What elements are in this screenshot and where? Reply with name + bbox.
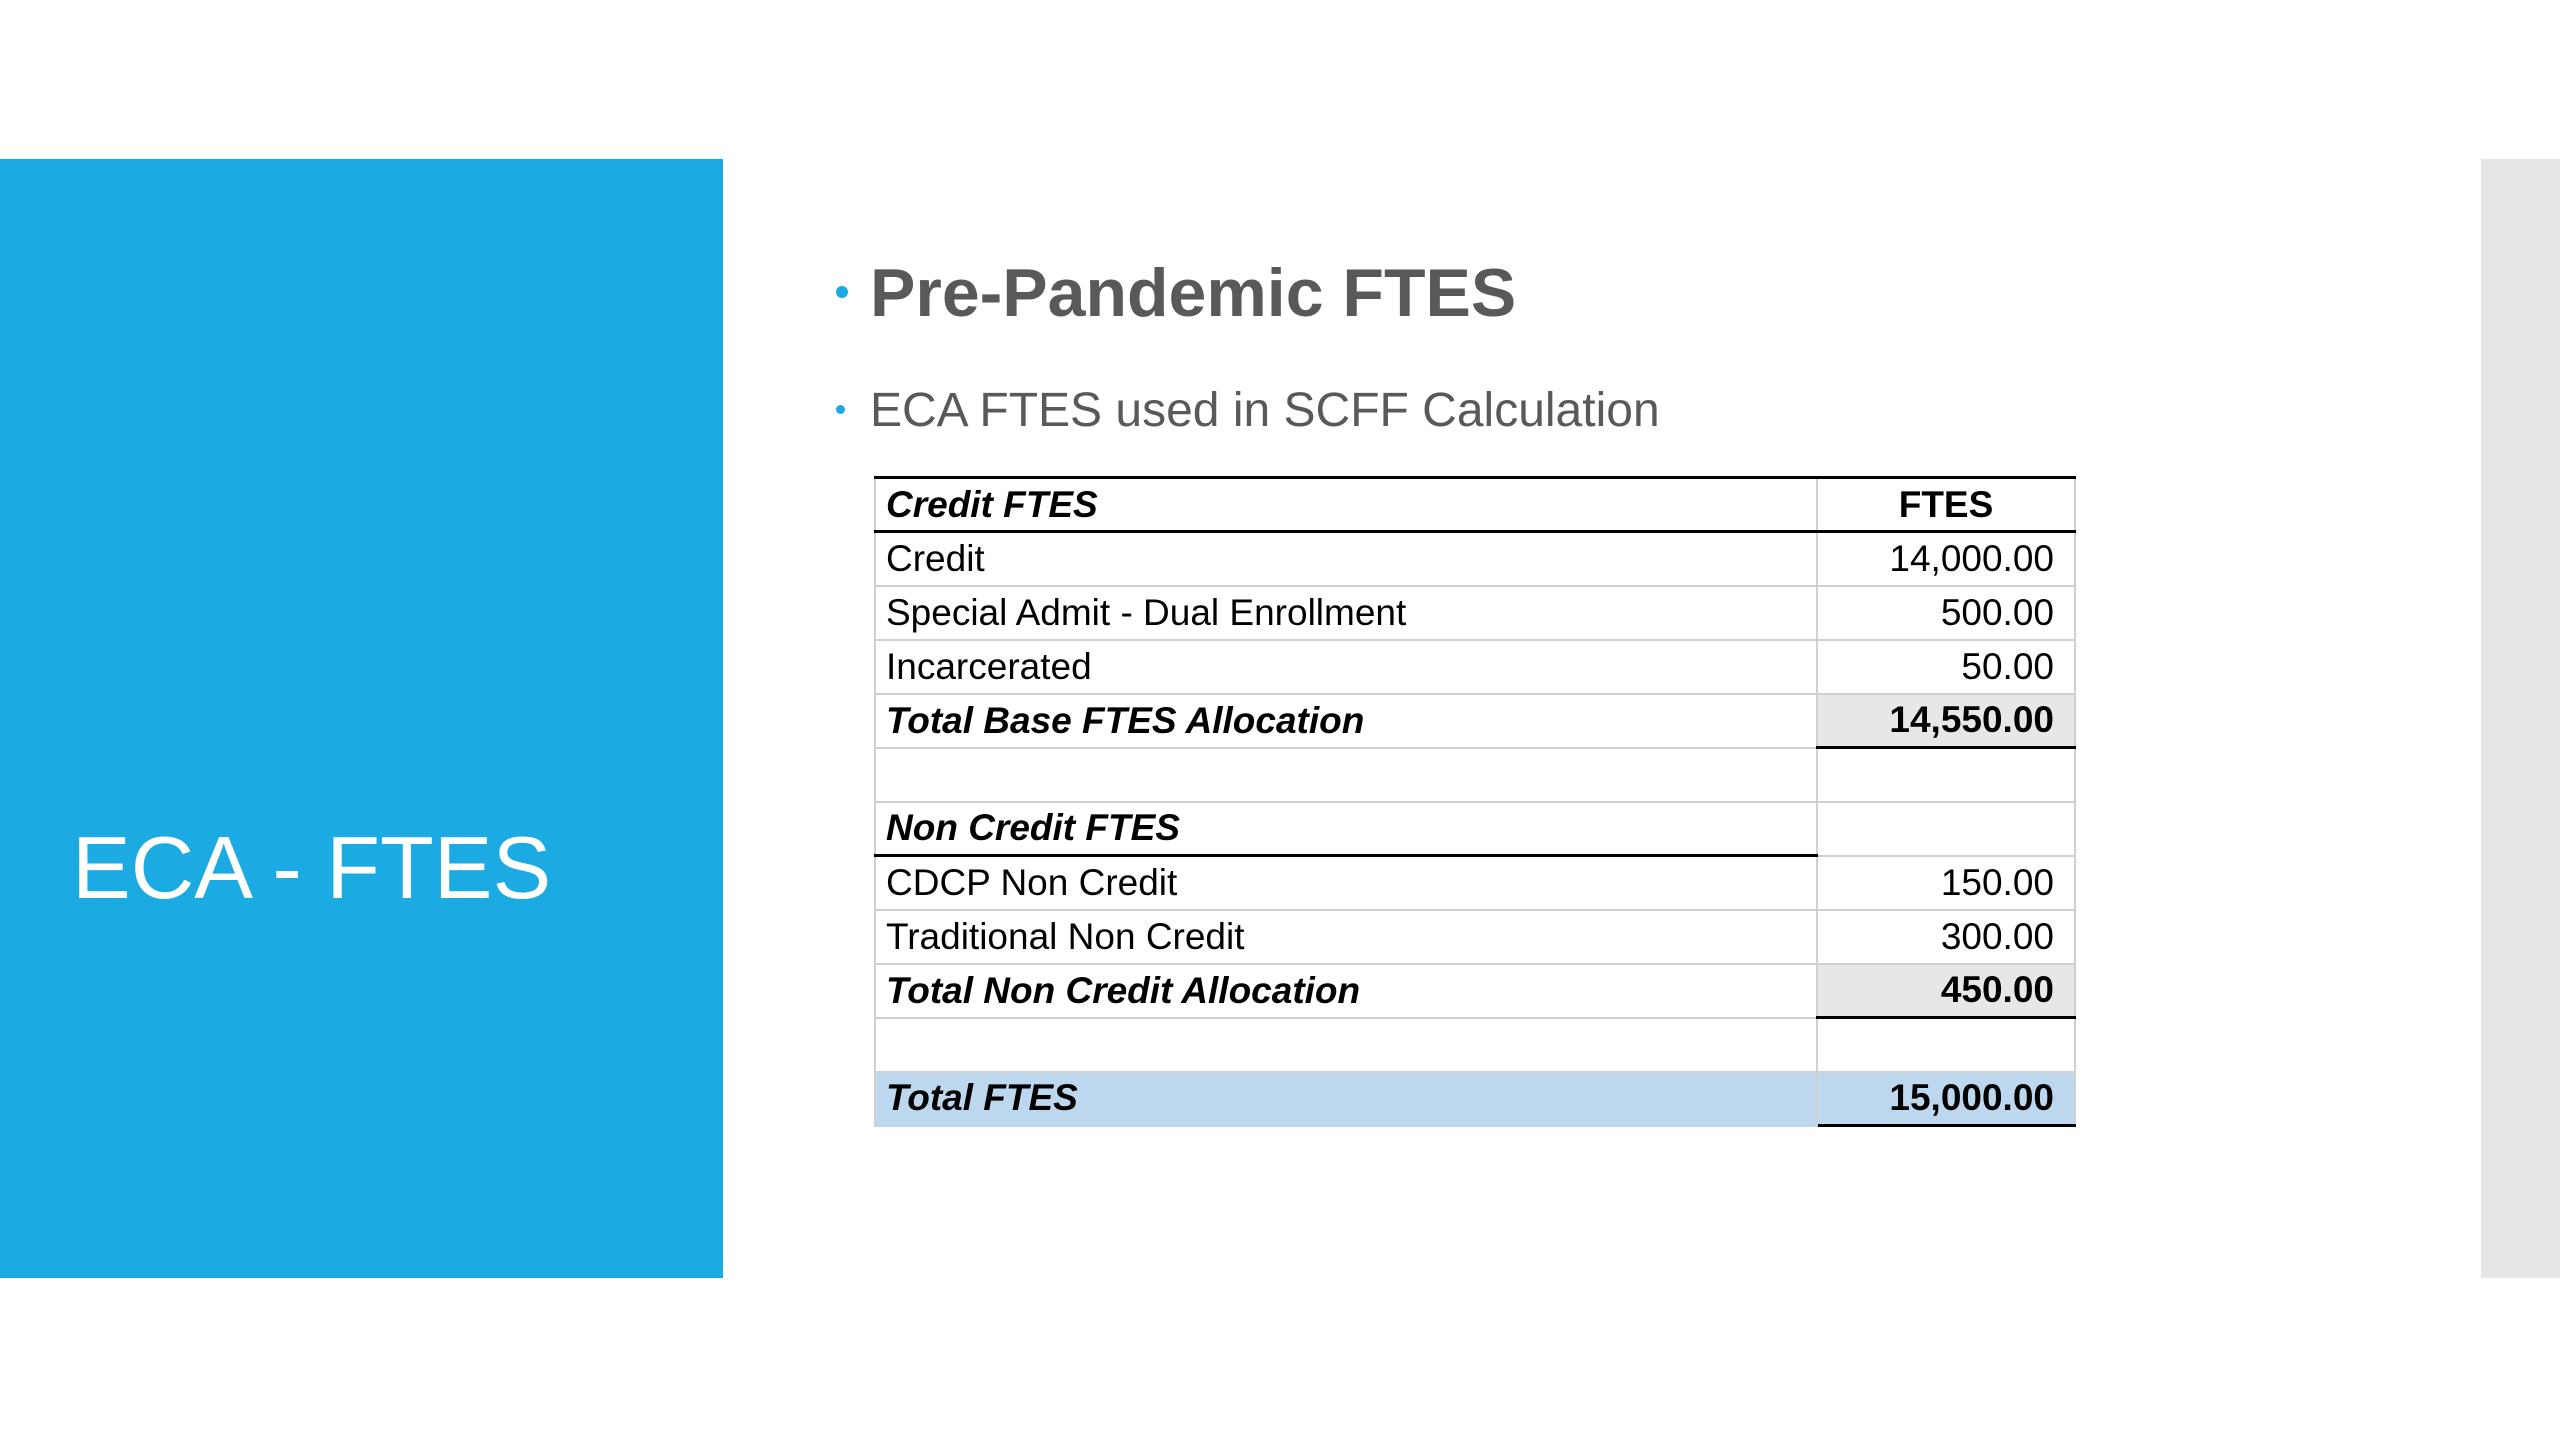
table-row xyxy=(875,640,2075,694)
header-value: FTES xyxy=(1817,478,2075,532)
right-decor-strip xyxy=(2481,159,2560,1278)
ftes-table xyxy=(874,476,2076,1127)
credit-total-label: Total Base FTES Allocation xyxy=(875,694,1817,748)
table-row xyxy=(875,910,2075,964)
spacer-row xyxy=(875,748,2075,802)
table-row xyxy=(875,532,2075,586)
credit-total-row xyxy=(875,694,2075,748)
bullet-heading-text: Pre-Pandemic FTES xyxy=(870,255,1517,331)
bullet-dot-icon xyxy=(836,286,848,298)
spacer-cell xyxy=(875,748,1817,802)
slide-title: ECA - FTES xyxy=(72,818,552,917)
noncredit-header-value xyxy=(1817,802,2075,856)
row-value: 500.00 xyxy=(1817,586,2075,640)
grand-total-row xyxy=(875,1072,2075,1126)
noncredit-total-label: Total Non Credit Allocation xyxy=(875,964,1817,1018)
noncredit-total-value: 450.00 xyxy=(1817,964,2075,1018)
grand-total-value: 15,000.00 xyxy=(1817,1072,2075,1126)
row-value: 14,000.00 xyxy=(1817,532,2075,586)
row-value: 300.00 xyxy=(1817,910,2075,964)
row-value: 50.00 xyxy=(1817,640,2075,694)
credit-total-value: 14,550.00 xyxy=(1817,694,2075,748)
noncredit-header-label: Non Credit FTES xyxy=(875,802,1817,856)
title-panel xyxy=(0,159,723,1278)
spacer-cell xyxy=(1817,1018,2075,1072)
spacer-row xyxy=(875,1018,2075,1072)
noncredit-total-row xyxy=(875,964,2075,1018)
row-label: Credit xyxy=(875,532,1817,586)
table-header-row xyxy=(875,478,2075,532)
row-label: Special Admit - Dual Enrollment xyxy=(875,586,1817,640)
row-value: 150.00 xyxy=(1817,856,2075,910)
header-label: Credit FTES xyxy=(875,478,1817,532)
table-row xyxy=(875,586,2075,640)
spacer-cell xyxy=(875,1018,1817,1072)
row-label: CDCP Non Credit xyxy=(875,856,1817,910)
table-row xyxy=(875,856,2075,910)
grand-total-label: Total FTES xyxy=(875,1072,1817,1126)
bullet-subheading-text: ECA FTES used in SCFF Calculation xyxy=(870,384,1660,437)
row-label: Traditional Non Credit xyxy=(875,910,1817,964)
row-label: Incarcerated xyxy=(875,640,1817,694)
noncredit-header-row xyxy=(875,802,2075,856)
spacer-cell xyxy=(1817,748,2075,802)
bullet-dot-icon xyxy=(836,405,845,414)
